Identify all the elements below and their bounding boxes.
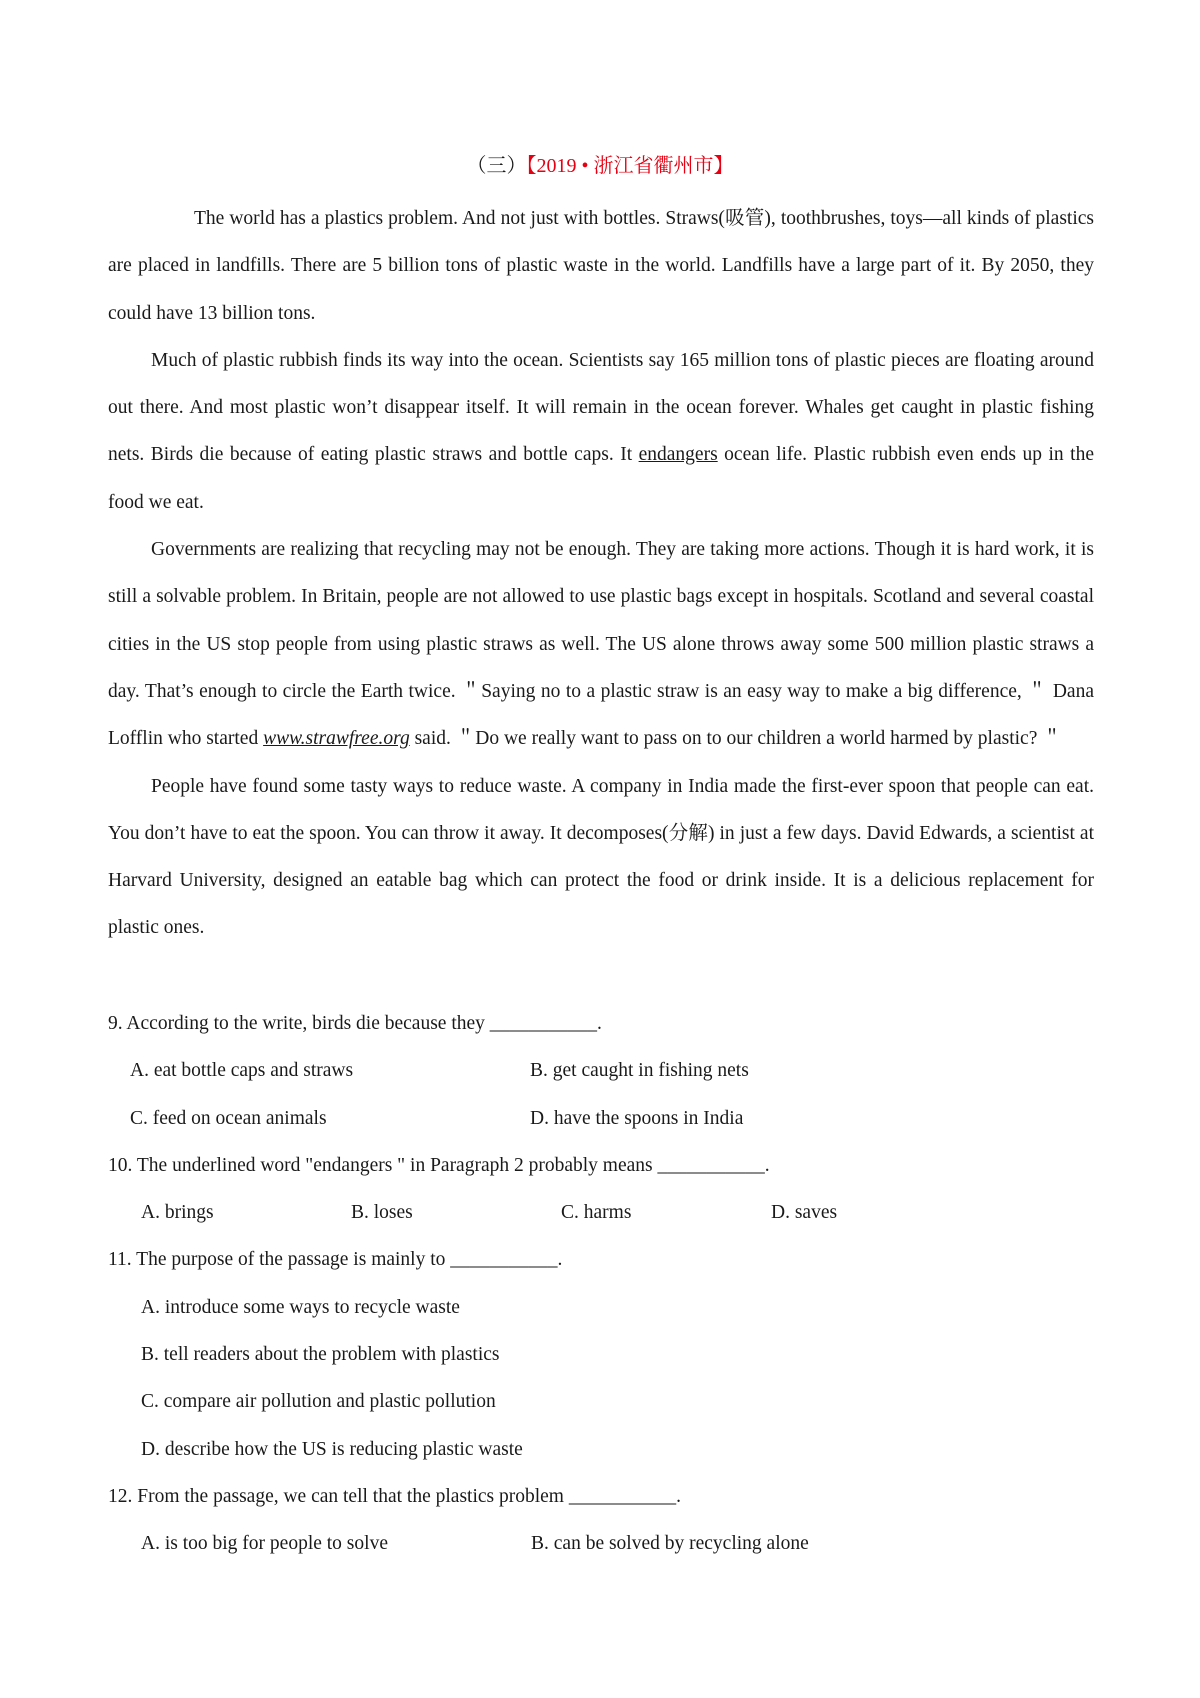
website-link[interactable]: www.strawfree.org	[263, 728, 410, 750]
question-9-options-row-1	[108, 1047, 1094, 1094]
question-10-options	[108, 1189, 1094, 1236]
paragraph-1: The world has a plastics problem. And not just with bottles. Straws(吸管), toothbrushes, toys—all kinds of plastics are placed in landfills. There are 5 billion tons of plastic waste in the world. Landfills have a large part of it. By 2050, they could have 13 billion tons.	[108, 208, 1094, 324]
option-d: D. saves	[771, 1202, 838, 1224]
option-a: A. eat bottle caps and straws	[130, 1060, 354, 1082]
option-d: D. have the spoons in India	[530, 1107, 744, 1129]
option-c: C. feed on ocean animals	[130, 1107, 327, 1129]
option-d: D. describe how the US is reducing plastic waste	[141, 1438, 523, 1460]
question-12-options	[108, 1520, 1094, 1567]
paragraph-2: Much of plastic rubbish finds its way into the ocean. Scientists say 165 million tons of plastic pieces are floating around out there. And most plastic won’t disappear itself. It will remain in the ocean forever. Whales get caught in plastic fishing nets. Birds die because of eating plastic straws and bottle caps. It endangers ocean life. Plastic rubbish even ends up in the food we eat.	[108, 349, 1094, 513]
option-a: A. brings	[141, 1202, 214, 1224]
underlined-word: endangers	[638, 444, 718, 466]
option-b: B. can be solved by recycling alone	[531, 1533, 809, 1555]
section-number: （三）	[466, 155, 527, 177]
question-9-options-row-2	[108, 1095, 1094, 1142]
paragraph-3: Governments are realizing that recycling may not be enough. They are taking more actions. Though it is hard work, it is still a solvable problem. In Britain, people are not allowed to use plastic bags except in hospitals. Scotland and several coastal cities in the US stop people from using plastic straws as well. The US alone throws away some 500 million plastic straws a day. That’s enough to circle the Earth twice. ＂Saying no to a plastic straw is an easy way to make a big difference, ＂ Dana Lofflin who started www.strawfree.org said. ＂Do we really want to pass on to our children a world harmed by plastic? ＂	[108, 539, 1094, 750]
question-11-stem: 11. The purpose of the passage is mainly to ___________.	[108, 1249, 563, 1271]
option-c: C. harms	[561, 1202, 632, 1224]
source-label: 【2019 • 浙江省衢州市】	[526, 155, 734, 177]
question-9-stem: 9. According to the write, birds die because they ___________.	[108, 1013, 602, 1034]
reading-passage	[108, 195, 1094, 952]
option-b: B. get caught in fishing nets	[530, 1060, 749, 1082]
question-list	[108, 1000, 1094, 1568]
option-b: B. tell readers about the problem with plastics	[141, 1344, 500, 1366]
section-heading	[0, 152, 1200, 180]
option-a: A. is too big for people to solve	[141, 1533, 388, 1555]
option-a: A. introduce some ways to recycle waste	[141, 1296, 460, 1318]
option-b: B. loses	[351, 1202, 413, 1224]
paragraph-4: People have found some tasty ways to reduce waste. A company in India made the first-ever spoon that people can eat. You don’t have to eat the spoon. You can throw it away. It decomposes(分解) in just a few days. David Edwards, a scientist at Harvard University, designed an eatable bag which can protect the food or drink inside. It is a delicious replacement for plastic ones.	[108, 775, 1094, 939]
question-12-stem: 12. From the passage, we can tell that the plastics problem ___________.	[108, 1485, 681, 1507]
option-c: C. compare air pollution and plastic pollution	[141, 1391, 496, 1413]
question-10-stem: 10. The underlined word "endangers " in Paragraph 2 probably means ___________.	[108, 1154, 770, 1176]
